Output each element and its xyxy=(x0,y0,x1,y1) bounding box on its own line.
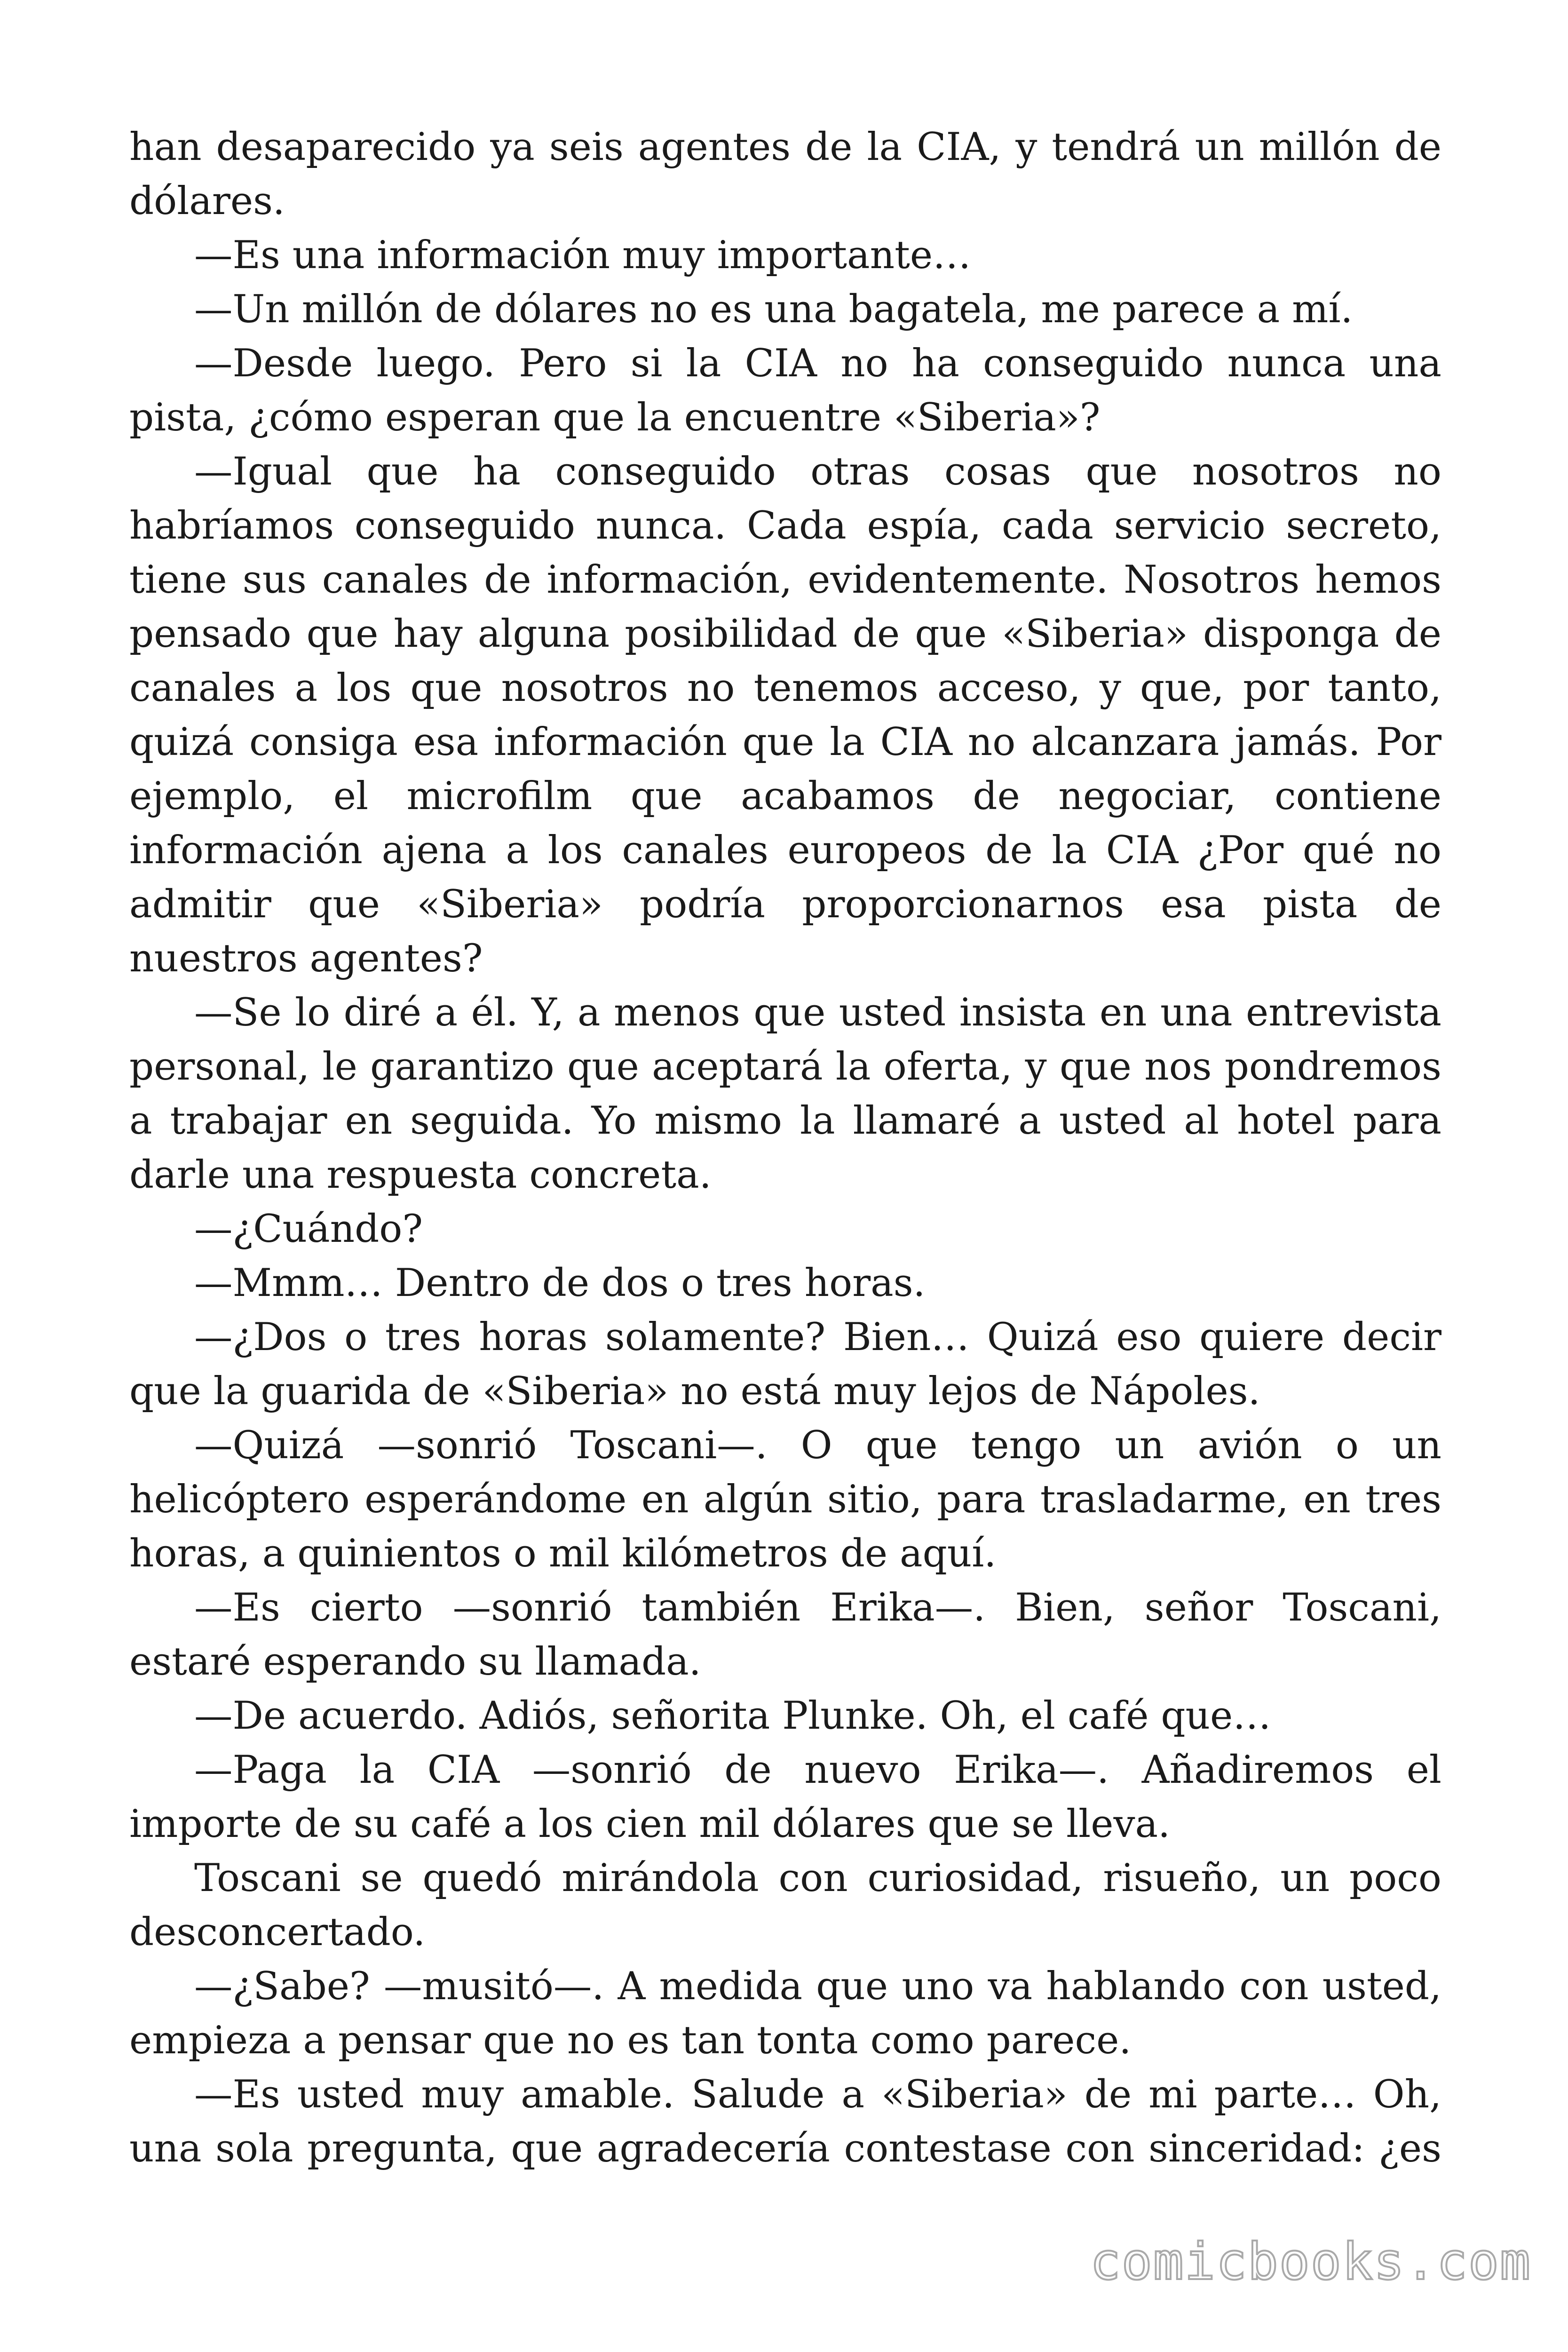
paragraph: —Se lo diré a él. Y, a menos que usted insista en una entrevista personal, le garantizo que aceptará la oferta, y que nos pondremos a trabajar en seguida. Yo mismo la llamaré a usted al hotel para darle una respuesta concreta. xyxy=(129,990,1441,1197)
paragraph: —Es una información muy importante… xyxy=(194,233,971,278)
paragraph: —Desde luego. Pero si la CIA no ha conseguido nunca una pista, ¿cómo esperan que la encuentre «Siberia»? xyxy=(129,341,1441,440)
watermark: comicbooks.com xyxy=(1090,2233,1531,2291)
paragraph: —Es usted muy amable. Salude a «Siberia» de mi parte… Oh, una sola pregunta, que agradecería contestase con sinceridad: ¿es xyxy=(129,2072,1441,2171)
paragraph: —Un millón de dólares no es una bagatela, me parece a mí. xyxy=(194,287,1353,332)
paragraph: —De acuerdo. Adiós, señorita Plunke. Oh, el café que… xyxy=(194,1693,1271,1738)
paragraph: —Mmm… Dentro de dos o tres horas. xyxy=(194,1261,926,1305)
paragraph: —Quizá —sonrió Toscani—. O que tengo un avión o un helicóptero esperándome en algún sitio, para trasladarme, en tres horas, a quinientos o mil kilómetros de aquí. xyxy=(129,1423,1441,1576)
paragraph: —Es cierto —sonrió también Erika—. Bien, señor Toscani, estaré esperando su llamada. xyxy=(129,1585,1441,1684)
paragraph: —Paga la CIA —sonrió de nuevo Erika—. Añadiremos el importe de su café a los cien mil dólares que se lleva. xyxy=(129,1748,1441,1846)
paragraph: —Igual que ha conseguido otras cosas que nosotros no habríamos conseguido nunca. Cada espía, cada servicio secreto, tiene sus canales de información, evidentemente. Nosotros hemos pensado que hay alguna posibilidad de que «Siberia» disponga de canales a los que nosotros no tenemos acceso, y que, por tanto, quizá consiga esa información que la CIA no alcanzara jamás. Por ejemplo, el microfilm que acabamos de negociar, contiene información ajena a los canales europeos de la CIA ¿Por qué no admitir que «Siberia» podría proporcionarnos esa pista de nuestros agentes? xyxy=(129,449,1441,981)
paragraph: —¿Dos o tres horas solamente? Bien… Quizá eso quiere decir que la guarida de «Siberia» no está muy lejos de Nápoles. xyxy=(129,1315,1441,1414)
paragraph: han desaparecido ya seis agentes de la CIA, y tendrá un millón de dólares. xyxy=(129,125,1441,223)
paragraph: —¿Cuándo? xyxy=(194,1207,423,1251)
paragraph: —¿Sabe? —musitó—. A medida que uno va hablando con usted, empieza a pensar que no es tan tonta como parece. xyxy=(129,1964,1441,2063)
book-page-text xyxy=(129,120,1441,2176)
paragraph: Toscani se quedó mirándola con curiosidad, risueño, un poco desconcertado. xyxy=(129,1856,1441,1955)
